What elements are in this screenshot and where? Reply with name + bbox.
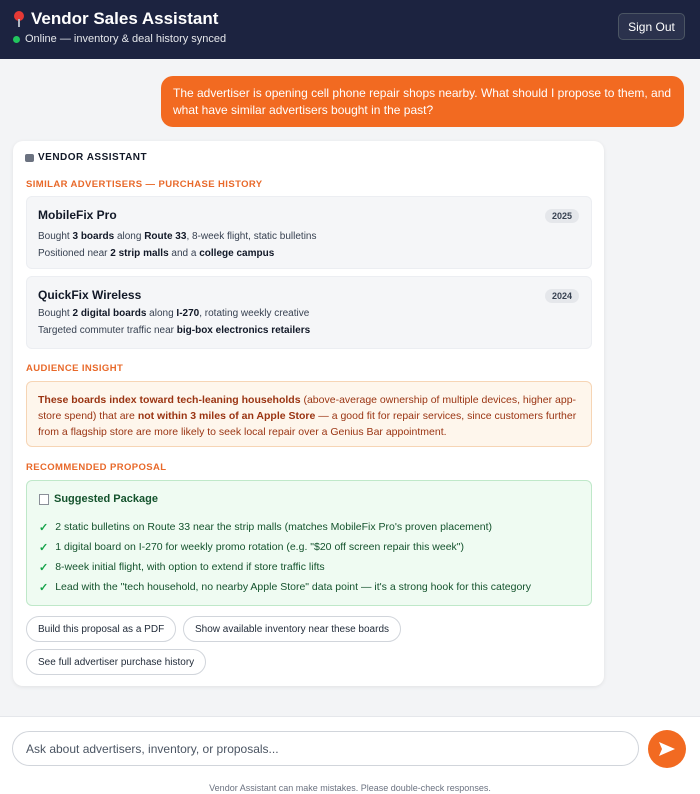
list-item: ✓ 1 digital board on I-270 for weekly promo rotation (e.g. "$20 off screen repair this week"): [39, 541, 465, 554]
recommended-proposal-heading: RECOMMENDED PROPOSAL: [26, 462, 167, 473]
audience-insight-heading: AUDIENCE INSIGHT: [26, 363, 124, 374]
advertiser-card-mobilefix: [26, 196, 592, 269]
advertiser-detail-line: Targeted commuter traffic near big-box electronics retailers: [38, 325, 311, 336]
check-icon: ✓: [39, 561, 49, 574]
app-title: [13, 9, 218, 29]
advertiser-detail-line: Bought 3 boards along Route 33, 8-week flight, static bulletins: [38, 231, 317, 242]
status-text: Online — inventory & deal history synced: [25, 33, 227, 45]
package-title: Suggested Package: [39, 493, 158, 505]
robot-icon: [25, 154, 34, 162]
purchase-history-button[interactable]: See full advertiser purchase history: [26, 649, 206, 675]
list-item: ✓ 8-week initial flight, with option to extend if store traffic lifts: [39, 561, 325, 574]
year-badge: 2024: [545, 289, 579, 303]
sign-out-button[interactable]: Sign Out: [618, 13, 685, 40]
assistant-label: [25, 152, 147, 163]
memo-icon: [39, 494, 49, 505]
package-list: [39, 517, 531, 597]
composer-bar: [0, 716, 700, 794]
app-title-text: Vendor Sales Assistant: [31, 9, 219, 28]
check-icon: ✓: [39, 541, 49, 554]
advertiser-detail-line: Positioned near 2 strip malls and a college campus: [38, 248, 275, 259]
send-arrow-icon: [659, 742, 675, 756]
app-header: [0, 0, 700, 59]
message-input[interactable]: [12, 731, 639, 766]
build-pdf-button[interactable]: Build this proposal as a PDF: [26, 616, 176, 642]
list-item: ✓ Lead with the "tech household, no nearby Apple Store" data point — it's a strong hook for this category: [39, 581, 532, 594]
connection-status: [13, 33, 226, 45]
assistant-message-card: [13, 141, 604, 686]
send-button[interactable]: [648, 730, 686, 768]
similar-advertisers-heading: SIMILAR ADVERTISERS — PURCHASE HISTORY: [26, 179, 263, 190]
pin-icon: [13, 11, 25, 27]
advertiser-card-quickfix: [26, 276, 592, 349]
user-message: The advertiser is opening cell phone repair shops nearby. What should I propose to them, and what have similar advertisers bought in the past?: [161, 76, 684, 127]
audience-insight-box: These boards index toward tech-leaning households (above-average ownership of multiple devices, higher app-store spend) that are not within 3 miles of an Apple Store — a good fit for repair services, since customers further from a flagship store are more likely to seek local repair over a Genius Bar appointment.: [26, 381, 592, 447]
advertiser-name: QuickFix Wireless: [38, 288, 142, 302]
check-icon: ✓: [39, 581, 49, 594]
advertiser-name: MobileFix Pro: [38, 208, 117, 222]
assistant-label-text: VENDOR ASSISTANT: [38, 152, 148, 163]
year-badge: 2025: [545, 209, 579, 223]
list-item: ✓ 2 static bulletins on Route 33 near the strip malls (matches MobileFix Pro's proven placement): [39, 521, 493, 534]
suggested-package-box: [26, 480, 592, 606]
show-inventory-button[interactable]: Show available inventory near these boards: [183, 616, 401, 642]
check-icon: ✓: [39, 521, 49, 534]
disclaimer-text: Vendor Assistant can make mistakes. Please double-check responses.: [209, 783, 491, 793]
online-dot-icon: [13, 36, 20, 43]
advertiser-detail-line: Bought 2 digital boards along I-270, rotating weekly creative: [38, 308, 310, 319]
